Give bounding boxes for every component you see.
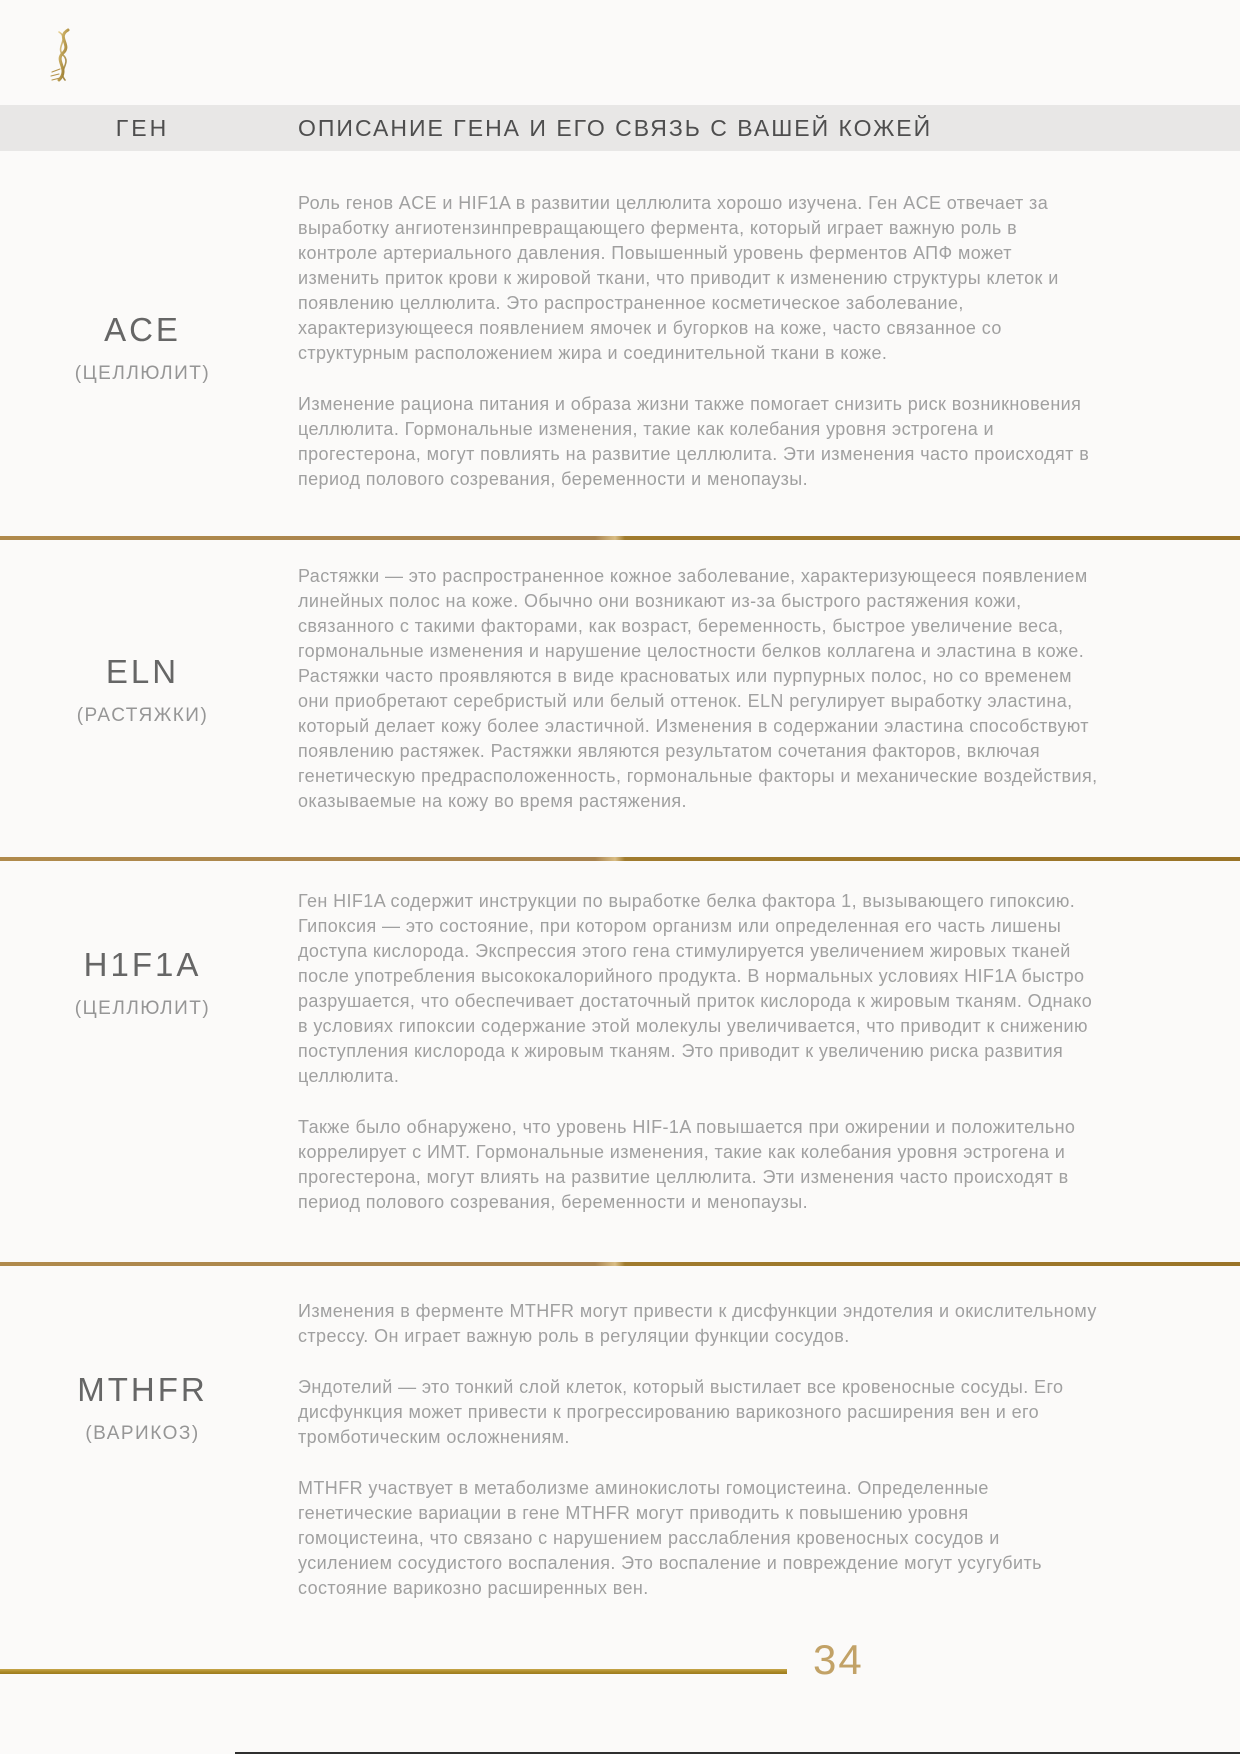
description-column-header: ОПИСАНИЕ ГЕНА И ЕГО СВЯЗЬ С ВАШЕЙ КОЖЕЙ [298,114,933,141]
gene-description-paragraph: Также было обнаружено, что уровень HIF-1A повышается при ожирении и положительно коррелирует с ИМТ. Гормональные изменения, такие как колебания уровня эстрогена и прогестерона, могут влиять на развитие целлюлита. Эти изменения часто происходят в период полового созревания, беременности и менопаузы. [298,1117,1076,1212]
gene-description [285,540,1240,857]
table-header [0,105,1240,151]
gene-description [285,1266,1240,1640]
gene-label [0,861,285,1020]
gene-row-h1f1a [0,861,1240,1262]
gene-description-paragraph: Роль генов ACE и HIF1A в развитии целлюлита хорошо изучена. Ген ACE отвечает за выработку ангиотензинпревращающего фермента, который играет важную роль в контроле артериального давления. Повышенный уровень ферментов АПФ может изменить приток крови к жировой ткани, что приводит к изменению структуры клеток и появлению целлюлита. Это распространенное косметическое заболевание, характеризующееся появлением ямочек и бугорков на коже, часто связанное со структурным расположением жира и соединительной ткани в коже. [298,193,1059,363]
gene-description-paragraph: Изменение рациона питания и образа жизни также помогает снизить риск возникновения целлюлита. Гормональные изменения, такие как колебания уровня эстрогена и прогестерона, могут повлиять на развитие целлюлита. Эти изменения часто происходят в период полового созревания, беременности и менопаузы. [298,394,1090,489]
gene-label [0,540,285,727]
gene-cell [0,540,285,857]
gene-description-paragraph: Ген HIF1A содержит инструкции по выработке белка фактора 1, вызывающего гипоксию. Гипоксия — это состояние, при котором организм или определенная его часть лишены доступа кислорода. Экспрессия этого гена стимулируется увеличением жировых тканей после употребления высококалорийного продукта. В нормальных условиях HIF1A быстро разрушается, что обеспечивает достаточный приток кислорода к жировым тканям. Однако в условиях гипоксии содержание этой молекулы увеличивается, что приводит к снижению поступления кислорода к жировым тканям. Это приводит к увеличению риска развития целлюлита. [298,891,1093,1086]
gene-description-paragraph: Растяжки — это распространенное кожное заболевание, характеризующееся появлением линейных полос на коже. Обычно они возникают из-за быстрого растяжения кожи, связанного с такими факторами, как возраст, беременность, быстрое увеличение веса, гормональные изменения и нарушение целостности белков коллагена и эластина в коже. Растяжки часто проявляются в виде красноватых или пурпурных полос, но со временем они приобретают серебристый или белый оттенок. ELN регулирует выработку эластина, который делает кожу более эластичной. Изменения в содержании эластина способствуют появлению растяжек. Растяжки являются результатом сочетания факторов, включая генетическую предрасположенность, гормональные факторы и механические воздействия, оказываемые на кожу во время растяжения. [298,566,1098,811]
gene-column-header: ГЕН [115,114,170,141]
gene-name: MTHFR [77,1371,208,1408]
gene-description [285,151,1240,536]
page-top-margin [0,0,1240,105]
gene-trait: (ЦЕЛЛЮЛИТ) [74,998,211,1019]
page-footer [0,1636,1240,1710]
gene-row-mthfr [0,1266,1240,1640]
gene-cell [0,151,285,536]
gene-trait: (ЦЕЛЛЮЛИТ) [74,363,211,384]
gene-name: ACE [104,311,181,348]
gene-cell [0,861,285,1262]
gene-description [285,861,1240,1262]
gene-trait: (РАСТЯЖКИ) [76,705,209,726]
gene-row-ace [0,151,1240,536]
gene-table [0,151,1240,1640]
gene-row-eln [0,540,1240,857]
dna-logo-icon [48,28,80,91]
gene-label [0,1266,285,1445]
gene-name: H1F1A [83,946,202,983]
gene-description-paragraph: Изменения в ферменте MTHFR могут привести к дисфункции эндотелия и окислительному стрессу. Он играет важную роль в регуляции функции сосудов. [298,1301,1097,1346]
gene-label [0,151,285,385]
gene-cell [0,1266,285,1640]
gene-description-paragraph: MTHFR участвует в метаболизме аминокислоты гомоцистеина. Определенные генетические вариации в гене MTHFR могут приводить к повышению уровня гомоцистеина, что связано с нарушением расслабления кровеносных сосудов и усилением сосудистого воспаления. Это воспаление и повреждение могут усугубить состояние варикозно расширенных вен. [298,1478,1042,1598]
page-number: 34 [813,1636,864,1683]
gene-name: ELN [105,653,180,690]
gene-trait: (ВАРИКОЗ) [85,1423,200,1444]
gene-description-paragraph: Эндотелий — это тонкий слой клеток, который выстилает все кровеносные сосуды. Его дисфункция может привести к прогрессированию варикозного расширения вен и его тромботическим осложнениям. [298,1377,1064,1447]
footer-rule [0,1669,787,1674]
